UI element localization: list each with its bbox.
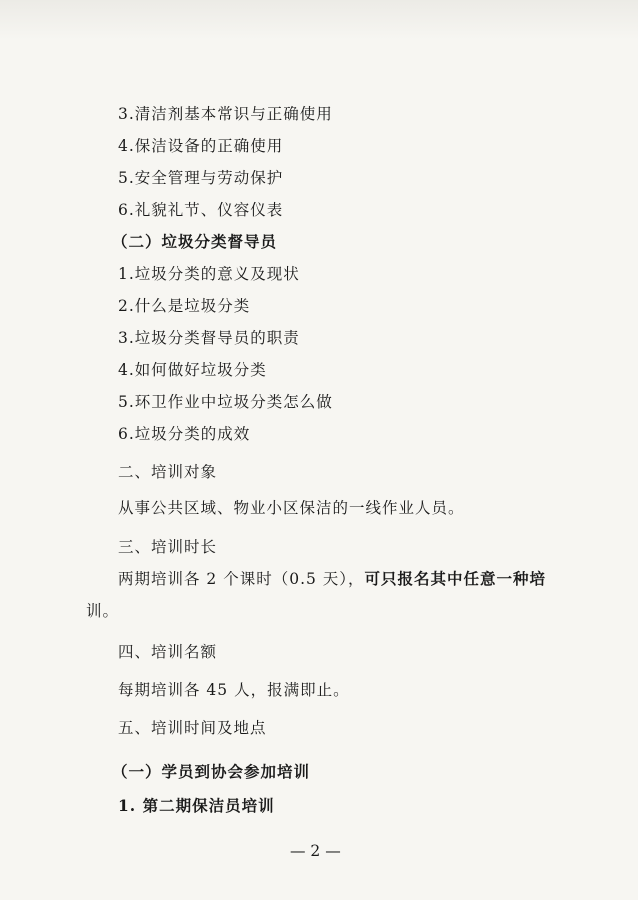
body-paragraph: 从事公共区域、物业小区保洁的一线作业人员。 — [118, 499, 465, 517]
subsection-heading: （二）垃圾分类督导员 — [112, 232, 278, 251]
section-heading: 二、培训对象 — [118, 463, 218, 481]
list-item: 3.清洁剂基本常识与正确使用 — [118, 105, 333, 123]
section-heading: 五、培训时间及地点 — [118, 719, 267, 737]
list-item: 5.安全管理与劳动保护 — [118, 169, 284, 187]
section-heading: 四、培训名额 — [118, 643, 218, 661]
subsection-heading: （一）学员到协会参加培训 — [112, 762, 311, 781]
body-paragraph-continuation: 训。 — [86, 602, 120, 620]
duration-text: 两期培训各 2 个课时（0.5 天）， — [118, 570, 365, 588]
list-item: 5.环卫作业中垃圾分类怎么做 — [118, 393, 333, 411]
body-paragraph — [118, 568, 546, 590]
page-number: — 2 — — [290, 842, 341, 860]
duration-emphasis: 可只报名其中任意一种培 — [364, 569, 547, 588]
list-item: 6.垃圾分类的成效 — [118, 425, 251, 443]
list-item: 1.垃圾分类的意义及现状 — [118, 265, 300, 283]
list-item: 4.保洁设备的正确使用 — [118, 137, 284, 155]
section-heading: 三、培训时长 — [118, 538, 218, 556]
body-paragraph: 每期培训各 45 人，报满即止。 — [118, 681, 350, 699]
list-item: 4.如何做好垃圾分类 — [118, 361, 267, 379]
scan-top-shadow — [0, 0, 638, 40]
list-item: 6.礼貌礼节、仪容仪表 — [118, 201, 284, 219]
list-item: 1. 第二期保洁员培训 — [118, 796, 275, 815]
list-item: 3.垃圾分类督导员的职责 — [118, 329, 300, 347]
list-item: 2.什么是垃圾分类 — [118, 297, 251, 315]
